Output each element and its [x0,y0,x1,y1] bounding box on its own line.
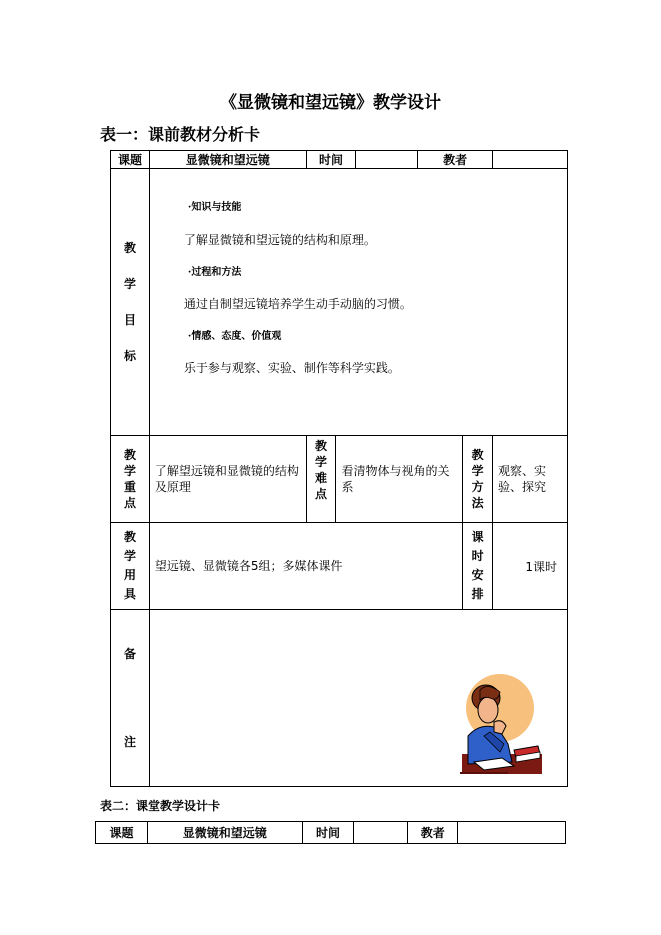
notes-label [111,610,150,787]
key-points-label [111,436,150,523]
time-value [356,151,418,169]
time-label: 时间 [302,822,354,844]
label-char: 重 [123,480,136,494]
objective-heading-attitude: ·情感、态度、价值观 [187,331,282,342]
label-char: 点 [314,487,327,501]
tools-label [111,523,150,610]
objective-text-process: 通过自制望远镜培养学生动手动脑的习惯。 [183,297,412,311]
teacher-value [493,151,568,169]
objectives-label [111,169,150,436]
label-char: 备 [123,647,136,661]
table1-header-row [111,151,568,169]
label-char: 目 [123,313,136,327]
label-char: 学 [314,455,327,469]
tools-row [111,523,568,610]
time-value [354,822,408,844]
label-char: 用 [123,568,136,582]
lesson-analysis-table [110,150,568,787]
key-points-text: 了解望远镜和显微镜的结构及原理 [149,436,306,523]
topic-label: 课题 [96,822,148,844]
section-heading-2: 表二：课堂教学设计卡 [100,799,221,813]
table2-header-row [96,822,566,844]
document-title: 《显微镜和望远镜》教学设计 [220,93,441,113]
difficulty-label [306,436,336,523]
label-char: 难 [314,471,327,485]
topic-value: 显微镜和望远镜 [149,151,306,169]
topic-label: 课题 [111,151,150,169]
objective-heading-knowledge: ·知识与技能 [187,202,242,213]
objectives-row [111,169,568,436]
section-heading-1: 表一：课前教材分析卡 [100,125,261,144]
teacher-value [458,822,566,844]
label-char: 注 [123,735,136,749]
label-char: 教 [314,439,327,453]
label-char: 时 [471,549,484,563]
label-char: 教 [123,448,136,462]
difficulty-text: 看清物体与视角的关系 [336,436,463,523]
time-label: 时间 [306,151,356,169]
label-char: 法 [471,496,484,510]
method-label [463,436,493,523]
label-char: 具 [123,587,136,601]
classroom-design-table [95,821,566,844]
method-text: 观察、实验、探究 [493,436,568,523]
tools-text: 望远镜、显微镜各5组；多媒体课件 [149,523,462,610]
label-char: 教 [123,530,136,544]
label-char: 教 [123,241,136,255]
label-char: 学 [471,464,484,478]
label-char: 方 [471,480,484,494]
topic-value: 显微镜和望远镜 [147,822,302,844]
teacher-label: 教者 [408,822,458,844]
label-char: 课 [471,530,484,544]
label-char: 点 [123,496,136,510]
label-char: 排 [471,587,484,601]
objectives-content [149,169,567,436]
objective-text-attitude: 乐于参与观察、实验、制作等科学实践。 [183,361,400,375]
objective-text-knowledge: 了解显微镜和望远镜的结构和原理。 [183,233,376,247]
objective-heading-process: ·过程和方法 [187,267,242,278]
teacher-reading-illustration [458,674,542,774]
label-char: 教 [471,448,484,462]
label-char: 标 [123,349,136,363]
label-char: 学 [123,464,136,478]
schedule-label [463,523,493,610]
label-char: 学 [123,549,136,563]
label-char: 安 [471,568,484,582]
key-points-row [111,436,568,523]
schedule-text: 1课时 [493,523,568,610]
teacher-label: 教者 [418,151,493,169]
label-char: 学 [123,277,136,291]
notes-content [149,610,567,787]
notes-row [111,610,568,787]
